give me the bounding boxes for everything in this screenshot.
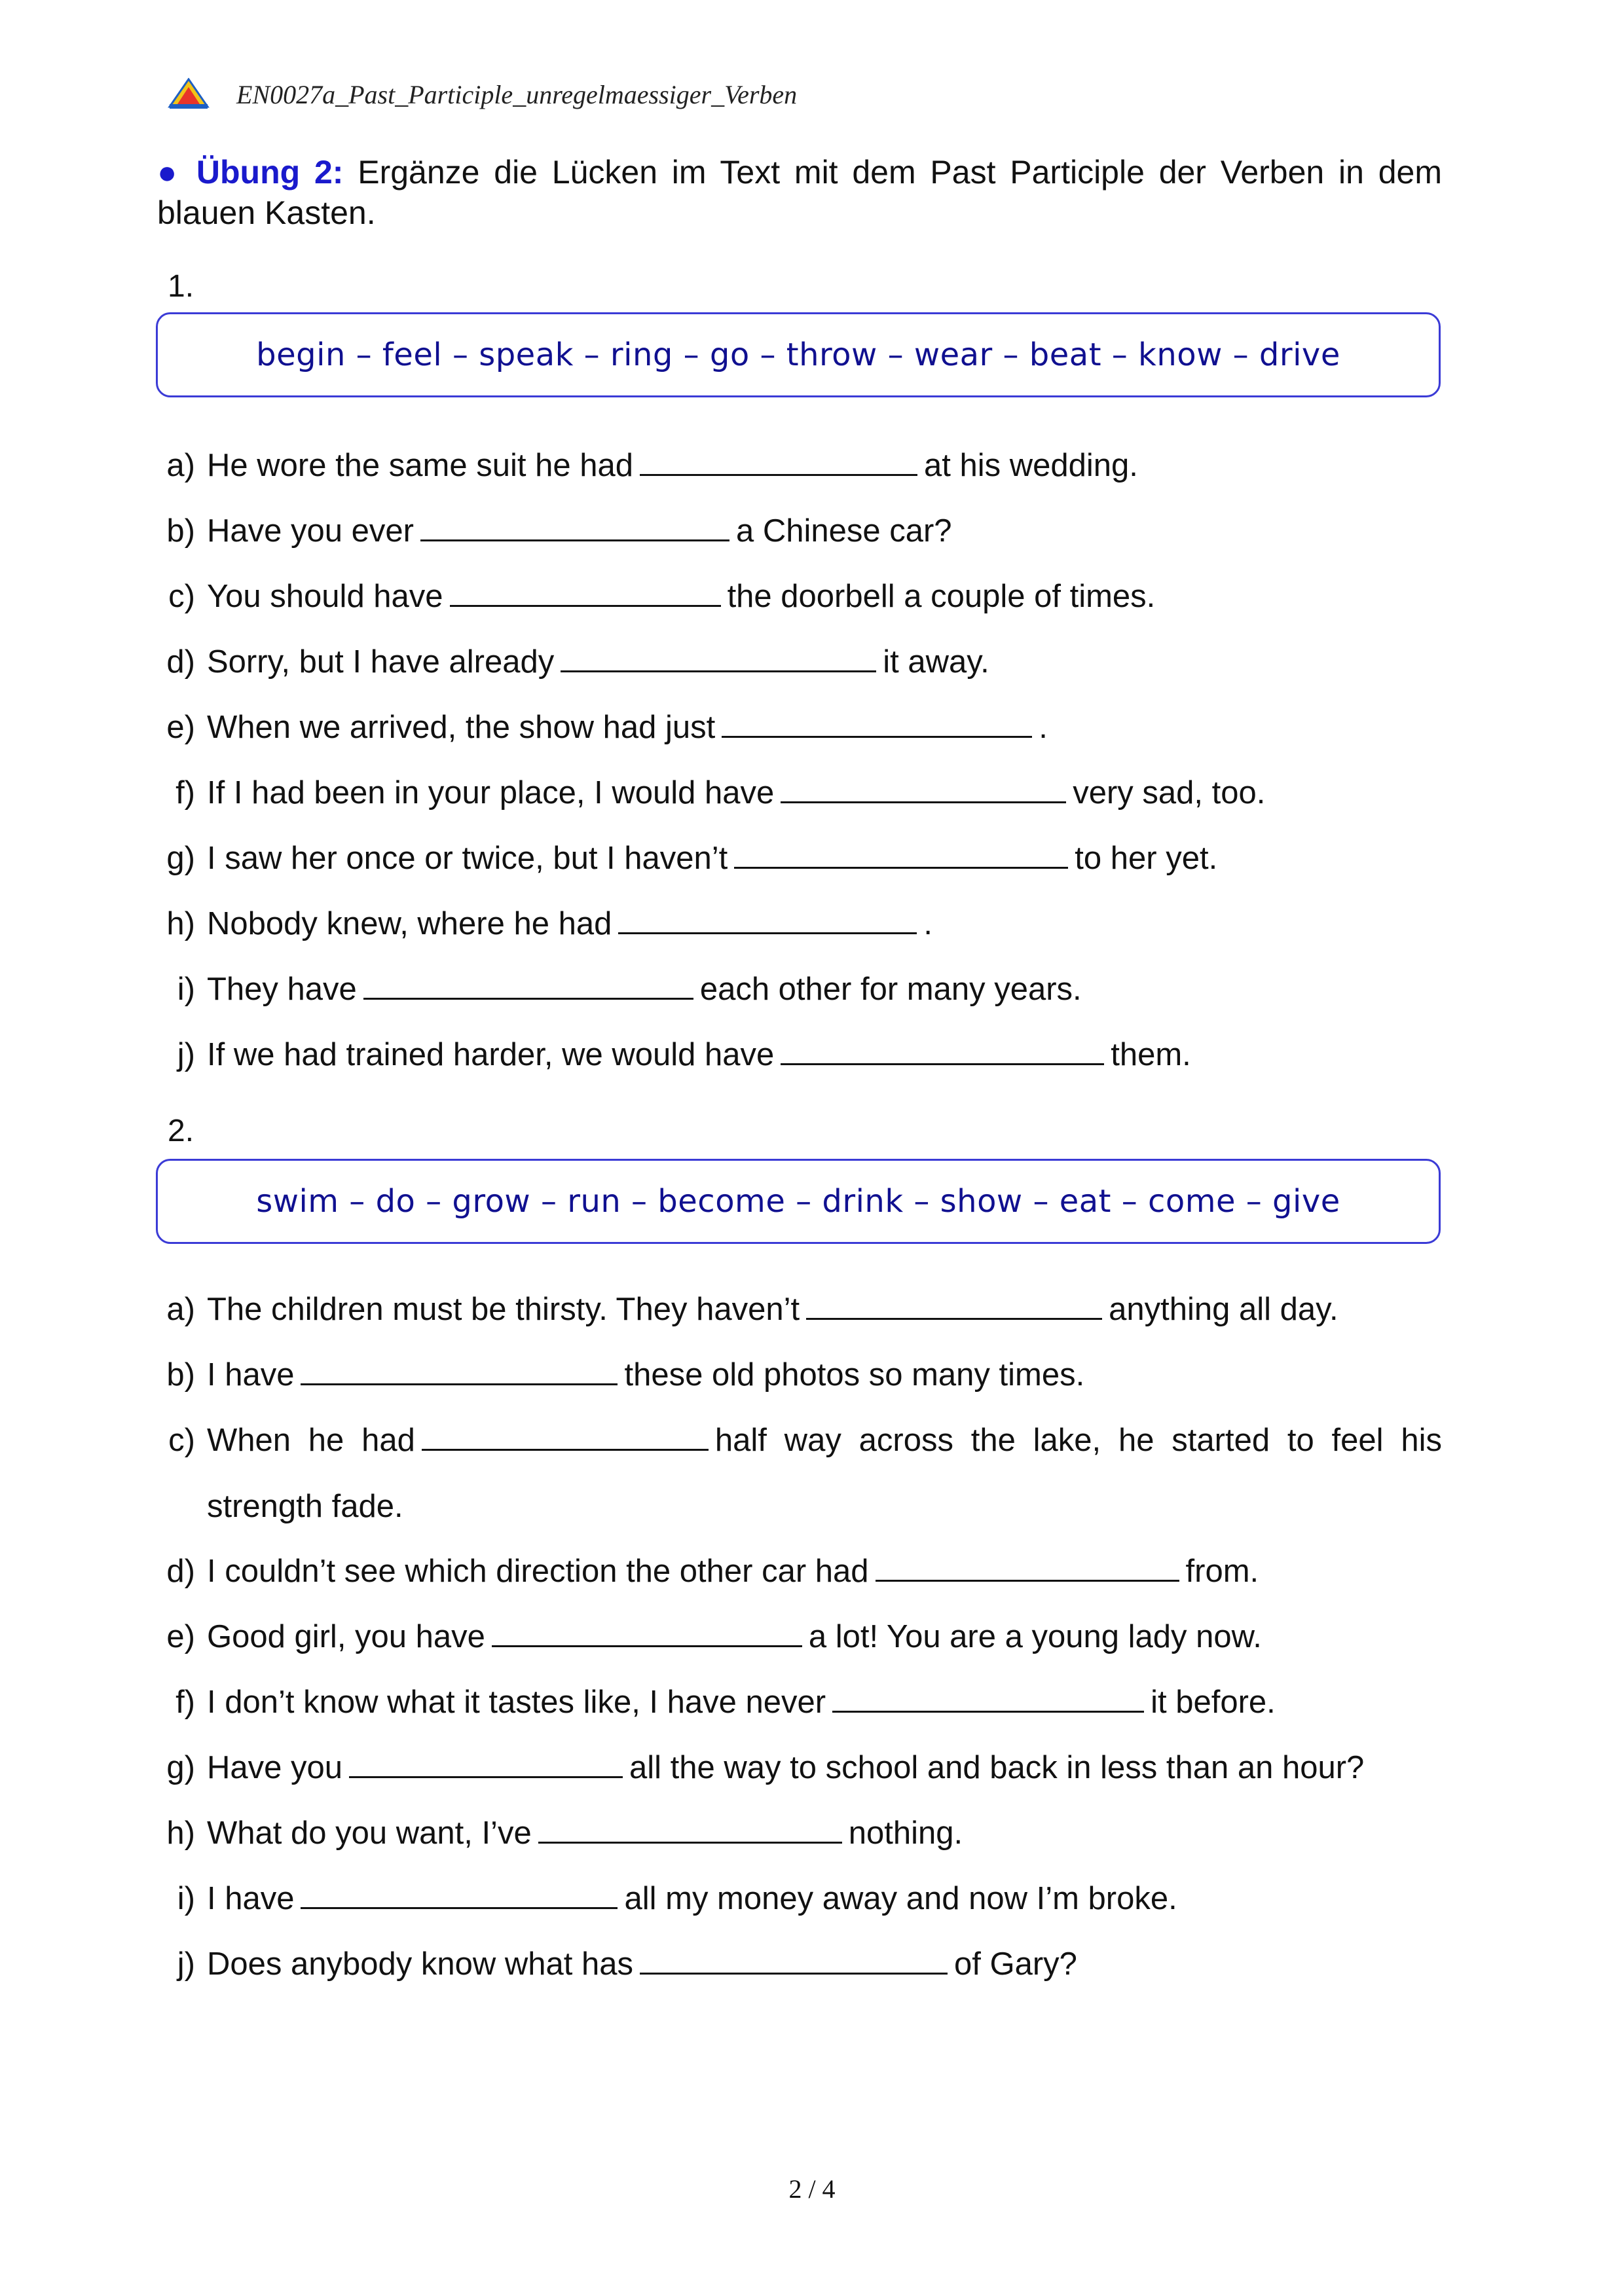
item-sentence: [207, 498, 1442, 564]
sentence-after-blank: a Chinese car?: [735, 513, 952, 549]
item-sentence: [207, 629, 1442, 695]
sentence-before-blank: I don’t know what it tastes like, I have never: [207, 1685, 826, 1720]
sentence-before-blank: He wore the same suit he had: [207, 448, 633, 483]
item-sentence: [207, 1342, 1442, 1408]
section-number-1: 1.: [168, 269, 194, 304]
sentence-before-blank: Sorry, but I have already: [207, 644, 555, 680]
item-sentence: [207, 564, 1442, 630]
sentence-after-blank: them.: [1111, 1037, 1191, 1072]
sentence-after-blank: each other for many years.: [699, 972, 1082, 1007]
item-sentence: [207, 1022, 1442, 1088]
item-letter: d): [166, 644, 195, 680]
verb-box-1: begin – feel – speak – ring – go – throw – wear – beat – know – drive: [156, 312, 1441, 397]
item-sentence: [207, 1408, 1442, 1540]
item-letter: h): [166, 906, 195, 941]
item-letter: c): [168, 579, 195, 614]
answer-blank[interactable]: [876, 1554, 1179, 1582]
sentence-after-blank: all my money away and now I’m broke.: [624, 1881, 1177, 1916]
answer-blank[interactable]: [538, 1815, 842, 1844]
item-sentence: [207, 760, 1442, 826]
sentence-before-blank: Nobody knew, where he had: [207, 906, 612, 941]
sentence-before-blank: Good girl, you have: [207, 1619, 485, 1654]
sentence-before-blank: I have: [207, 1357, 295, 1393]
sentence-before-blank: When he had: [207, 1423, 415, 1458]
item-letter: f): [175, 775, 195, 811]
sentence-before-blank: I have: [207, 1881, 295, 1916]
item-letter: b): [166, 1357, 195, 1393]
item-sentence: [207, 1604, 1442, 1670]
answer-blank[interactable]: [781, 1037, 1104, 1065]
sentence-before-blank: I couldn’t see which direction the other car had: [207, 1554, 869, 1589]
answer-blank[interactable]: [450, 579, 721, 607]
answer-blank[interactable]: [781, 775, 1066, 803]
sentence-before-blank: Have you ever: [207, 513, 414, 549]
bullet-icon: ●: [157, 154, 183, 191]
exercise-label: Übung 2:: [196, 154, 344, 191]
item-sentence: [207, 891, 1442, 957]
sentence-after-blank: .: [923, 906, 932, 941]
page-header: [167, 73, 797, 115]
answer-blank[interactable]: [640, 448, 917, 476]
sentence-before-blank: If we had trained harder, we would have: [207, 1037, 775, 1072]
item-letter: i): [177, 972, 195, 1007]
item-letter: e): [166, 1619, 195, 1654]
sentence-before-blank: If I had been in your place, I would have: [207, 775, 775, 811]
item-sentence: [207, 1866, 1442, 1932]
sentence-after-blank: the doorbell a couple of times.: [727, 579, 1156, 614]
item-sentence: [207, 1669, 1442, 1736]
instruction-text: Ergänze die Lücken im Text mit dem Past Participle der Verben in dem blauen Kasten.: [157, 154, 1442, 231]
answer-blank[interactable]: [420, 513, 729, 541]
item-letter: e): [166, 710, 195, 745]
sentence-after-blank: to her yet.: [1075, 841, 1218, 876]
answer-blank[interactable]: [618, 906, 917, 934]
item-sentence: [207, 1735, 1442, 1801]
page-number: 2 / 4: [788, 2174, 836, 2204]
answer-blank[interactable]: [363, 972, 693, 1000]
sentence-after-blank: all the way to school and back in less than an hour?: [629, 1750, 1365, 1785]
item-letter: j): [177, 1946, 195, 1982]
item-sentence: [207, 957, 1442, 1023]
sentence-after-blank: at his wedding.: [923, 448, 1138, 483]
sentence-after-blank: very sad, too.: [1073, 775, 1266, 811]
item-letter: h): [166, 1815, 195, 1851]
sentence-before-blank: The children must be thirsty. They haven’t: [207, 1292, 800, 1327]
answer-blank[interactable]: [722, 710, 1032, 738]
sentence-after-blank: it away.: [883, 644, 989, 680]
item-letter: f): [175, 1685, 195, 1720]
sentence-before-blank: I saw her once or twice, but I haven’t: [207, 841, 728, 876]
sentence-after-blank: a lot! You are a young lady now.: [808, 1619, 1262, 1654]
item-letter: d): [166, 1554, 195, 1589]
sentence-after-blank: these old photos so many times.: [624, 1357, 1085, 1393]
sentence-after-blank: of Gary?: [954, 1946, 1077, 1982]
answer-blank[interactable]: [492, 1619, 802, 1647]
sentence-after-blank: from.: [1185, 1554, 1259, 1589]
answer-blank[interactable]: [301, 1881, 618, 1909]
document-id: EN0027a_Past_Participle_unregelmaessiger_Verben: [236, 79, 798, 109]
item-letter: g): [166, 1750, 195, 1785]
answer-blank[interactable]: [349, 1750, 623, 1778]
item-sentence: [207, 1931, 1442, 1997]
item-sentence: [207, 1539, 1442, 1605]
sentence-after-blank: .: [1039, 710, 1048, 745]
logo-icon: [167, 78, 210, 111]
sentence-before-blank: When we arrived, the show had just: [207, 710, 716, 745]
answer-blank[interactable]: [734, 841, 1068, 869]
item-sentence: [207, 1277, 1442, 1343]
item-letter: i): [177, 1881, 195, 1916]
sentence-before-blank: Does anybody know what has: [207, 1946, 633, 1982]
sentence-before-blank: They have: [207, 972, 357, 1007]
item-sentence: [207, 433, 1442, 499]
item-letter: b): [166, 513, 195, 549]
exercise-instruction: [157, 152, 1442, 233]
answer-blank[interactable]: [806, 1292, 1102, 1320]
item-sentence: [207, 1800, 1442, 1867]
sentence-after-blank: it before.: [1151, 1685, 1276, 1720]
answer-blank[interactable]: [301, 1357, 618, 1385]
answer-blank[interactable]: [832, 1685, 1144, 1713]
sentence-before-blank: Have you: [207, 1750, 343, 1785]
verb-box-2: swim – do – grow – run – become – drink – show – eat – come – give: [156, 1159, 1441, 1244]
sentence-after-blank: anything all day.: [1109, 1292, 1338, 1327]
sentence-after-blank: nothing.: [848, 1815, 963, 1851]
item-sentence: [207, 695, 1442, 761]
answer-blank[interactable]: [422, 1423, 709, 1451]
item-letter: g): [166, 841, 195, 876]
item-letter: c): [168, 1423, 195, 1458]
section-number-2: 2.: [168, 1114, 194, 1148]
item-letter: a): [166, 448, 195, 483]
sentence-before-blank: What do you want, I’ve: [207, 1815, 532, 1851]
item-sentence: [207, 826, 1442, 892]
sentence-before-blank: You should have: [207, 579, 443, 614]
item-letter: j): [177, 1037, 195, 1072]
answer-blank[interactable]: [561, 644, 876, 672]
answer-blank[interactable]: [640, 1946, 948, 1975]
item-letter: a): [166, 1292, 195, 1327]
sentence-after-blank: half way across the lake, he started to feel his strength fade.: [207, 1423, 1442, 1524]
